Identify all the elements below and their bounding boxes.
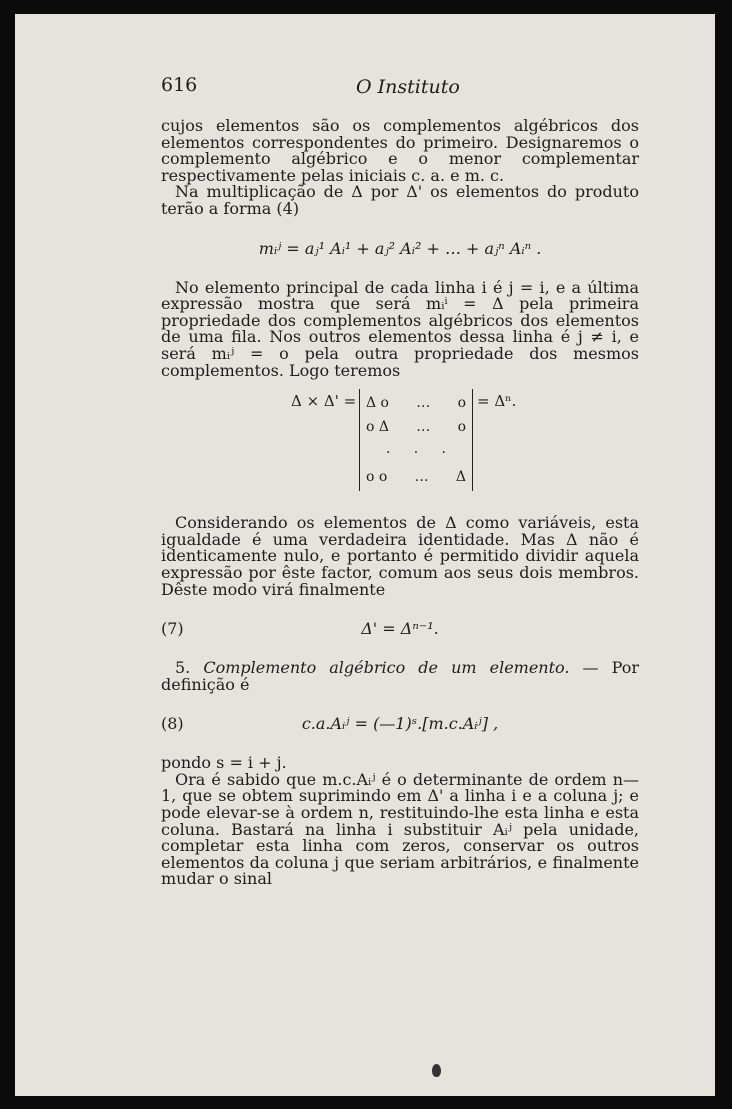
matrix-cell: … [414,469,429,486]
matrix-row [366,469,466,486]
matrix-lhs: Δ × Δ' = [291,392,357,411]
matrix-cell: Δ o [366,395,389,412]
matrix-row [366,395,466,412]
matrix-cell: . [441,441,446,458]
determinant-product [161,383,639,495]
equation-body: c.a.Aᵢʲ = (—1)ˢ.[m.c.Aᵢʲ] , [301,714,499,734]
matrix-cell: o Δ [366,419,389,436]
determinant-matrix [359,389,473,491]
matrix-row [386,441,446,458]
page-number: 616 [161,74,198,96]
matrix-cell: … [416,419,431,436]
paragraph-4: Considerando os elementos de Δ como variáveis, esta igualdade é uma verdadeira identidade. Mas Δ não é identicamente nulo, e portanto é permitido dividir aquela expressão por êste factor, comum aos seus dois membros. Dêste modo virá finalmente [161,513,639,599]
section-title: Complemento algébrico de um elemento. [203,658,570,678]
formula-7 [161,620,639,638]
paragraph-2: Na multiplicação de Δ por Δ' os elementos do produto terão a forma (4) [161,182,639,218]
matrix-cell: Δ [455,469,466,486]
matrix-cell: o o [366,469,388,486]
paragraph-6: pondo s = i + j. [161,753,287,773]
equation-number: (8) [161,714,184,734]
matrix-row [366,419,466,436]
paragraph-7: Ora é sabido que m.c.Aᵢʲ é o determinante de ordem n—1, que se obtem suprimindo em Δ' a linha i e a coluna j; e pode elevar-se à ordem n, restituindo-lhe esta linha e esta coluna. Bastará na linha i substituir Aᵢʲ pela unidade, completar esta linha com zeros, conservar os outros elementos da coluna j que seriam arbitrários, e finalmente mudar o sinal [161,769,639,889]
page [15,14,715,1096]
paragraph-5 [161,660,639,693]
paragraph-1: cujos elementos são os complementos algébricos dos elementos correspondentes do primeiro. Designaremos o complemento algébrico e o menor complementar respectivamente pelas iniciais c. a. e m. c. [161,116,639,185]
equation-number: (7) [161,619,184,639]
matrix-rhs: = Δⁿ. [477,392,517,411]
matrix-cell: . [413,441,419,458]
ornament-dot-icon [432,1064,441,1077]
section-text: — Por definição é [161,658,640,694]
formula-8 [161,715,639,733]
matrix-cell: o [457,419,466,436]
matrix-cell: … [416,395,431,412]
matrix-cell: o [457,395,466,412]
formula-4: mᵢʲ = aⱼ¹ Aᵢ¹ + aⱼ² Aᵢ² + … + aⱼⁿ Aᵢⁿ . [258,238,542,258]
section-number: 5. [175,658,191,678]
page-header [161,74,641,102]
equation-body: Δ' = Δⁿ⁻¹. [361,619,439,639]
running-title: O Instituto [356,76,460,98]
matrix-cell: . [386,441,391,458]
paragraph-3: No elemento principal de cada linha i é j = i, e a última expressão mostra que será mᵢⁱ = Δ pela primeira propriedade dos complementos algébricos dos elementos de uma fila. Nos outros elementos dessa linha é j ≠ i, e será mᵢʲ = o pela outra propriedade dos mesmos complementos. Logo teremos [161,277,639,380]
page-body [161,118,639,888]
